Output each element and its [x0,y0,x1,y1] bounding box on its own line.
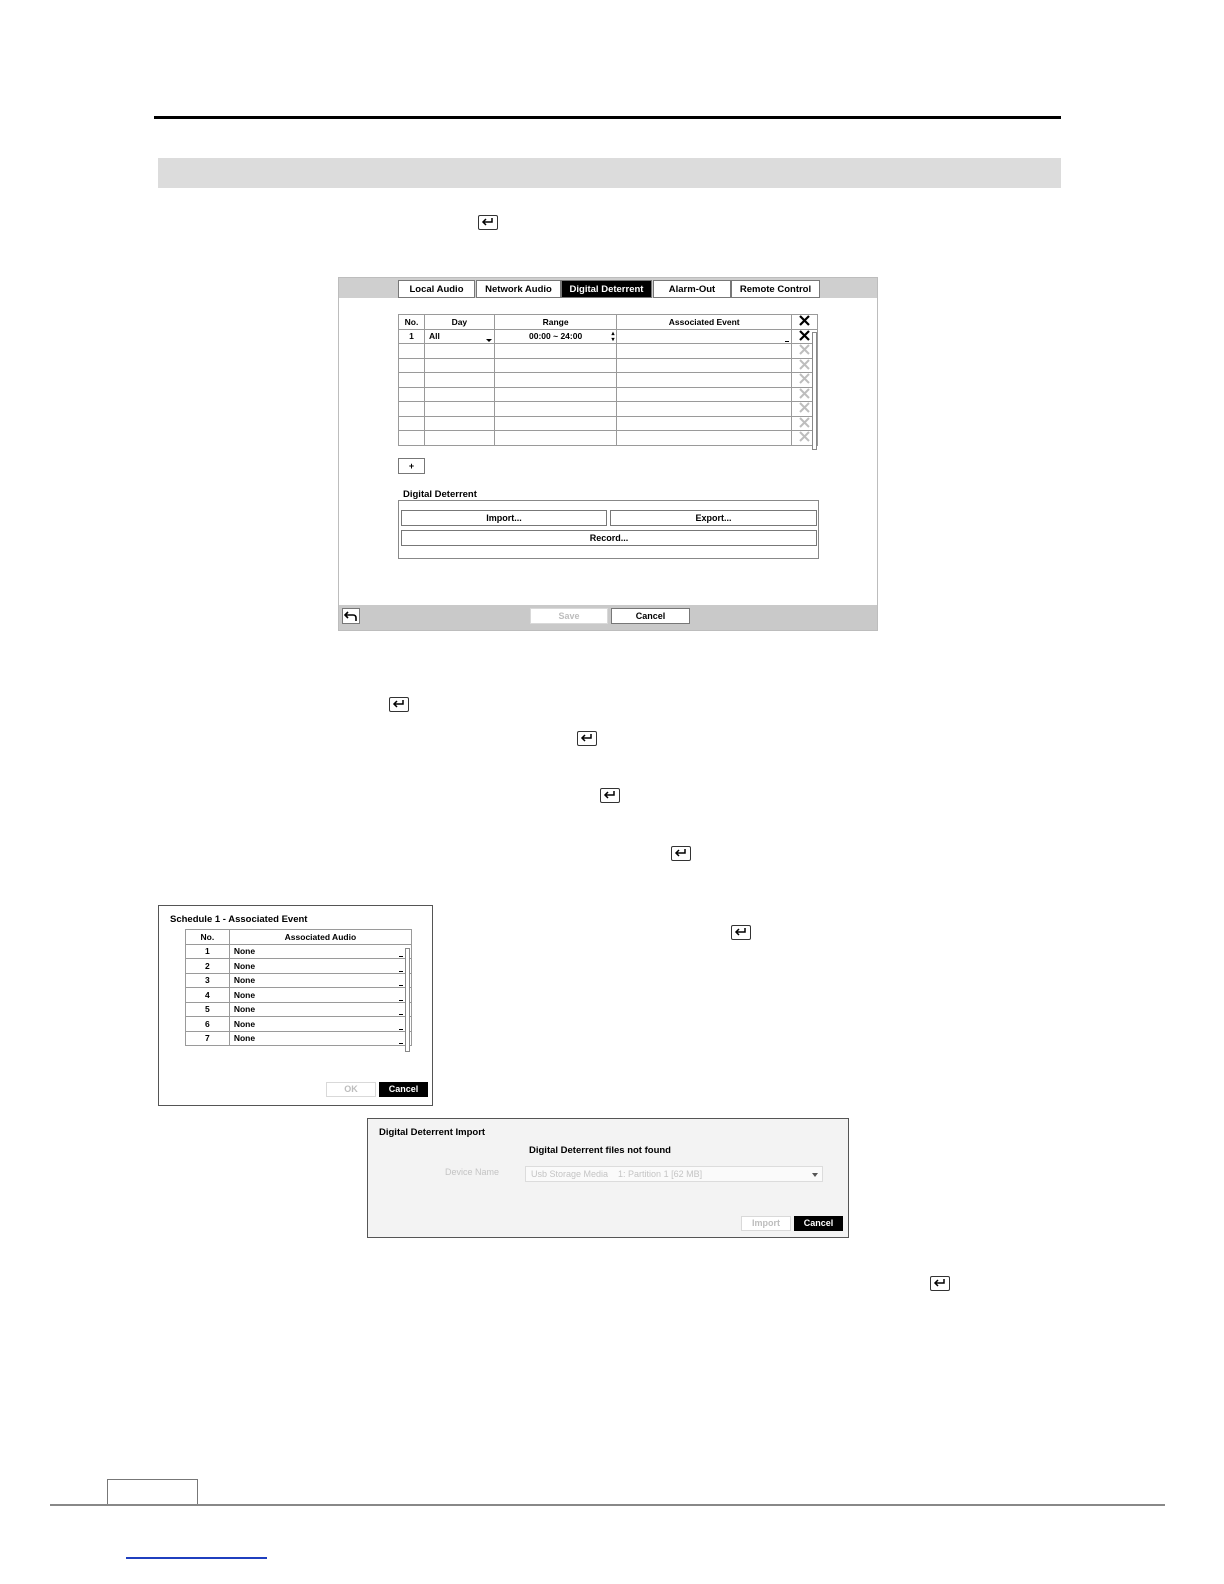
empty-cell [399,344,425,359]
column-header: Associated Event [617,315,792,330]
empty-cell [617,402,792,417]
empty-cell [424,387,494,402]
column-header: No. [186,930,230,945]
table-row[interactable] [186,959,412,974]
back-icon[interactable] [342,608,360,624]
empty-cell [494,344,617,359]
row-number: 2 [186,959,230,974]
range-spinner[interactable] [494,329,617,344]
dialog-title: Digital Deterrent Import [379,1127,486,1138]
schedule-table [398,314,818,446]
empty-cell [494,431,617,446]
empty-cell [424,416,494,431]
footer-rule [50,1504,1165,1506]
dropdown-marker-icon [399,1000,403,1001]
day-select[interactable] [424,329,494,344]
record-button[interactable]: Record... [401,530,817,546]
cancel-button[interactable]: Cancel [379,1082,428,1097]
row-number: 1 [186,944,230,959]
column-header: Associated Audio [229,930,411,945]
dialog-title: Schedule 1 - Associated Event [170,914,308,925]
empty-cell [399,416,425,431]
dropdown-marker-icon [399,1014,403,1015]
dropdown-marker-icon [399,985,403,986]
table-row[interactable] [186,944,412,959]
associated-event-dialog [158,905,433,1106]
enter-key-icon [731,925,751,940]
audio-value: None [233,1033,256,1044]
table-scrollbar[interactable] [812,332,817,450]
row-number: 1 [399,329,425,344]
empty-cell [494,402,617,417]
dropdown-arrow-icon [812,1173,818,1177]
table-row [399,344,818,359]
column-header: Day [424,315,494,330]
table-row [399,373,818,388]
audio-select[interactable] [229,973,411,988]
top-rule [154,116,1061,119]
table-row [399,358,818,373]
empty-cell [617,431,792,446]
spin-arrows-icon: ▴ ▾ [611,330,615,343]
empty-cell [399,387,425,402]
table-row [399,431,818,446]
day-value: All [428,331,440,342]
row-number: 6 [186,1017,230,1032]
section-band [158,158,1061,188]
table-row [399,416,818,431]
row-number: 5 [186,1002,230,1017]
empty-cell [399,358,425,373]
digital-deterrent-screen [338,277,878,631]
audio-value: None [233,975,256,986]
column-header: Range [494,315,617,330]
ok-button[interactable]: OK [326,1082,376,1097]
page-number-tab [107,1479,198,1505]
bottom-toolbar [339,605,877,630]
enter-key-icon [478,215,498,230]
tab-network-audio[interactable]: Network Audio [476,280,561,298]
import-button[interactable]: Import... [401,510,607,526]
empty-cell [617,373,792,388]
export-button[interactable]: Export... [610,510,817,526]
tab-digital-deterrent[interactable]: Digital Deterrent [561,280,652,298]
empty-cell [494,373,617,388]
tab-alarm-out[interactable]: Alarm-Out [653,280,731,298]
associated-audio-table [185,929,412,1046]
range-value: 00:00 ~ 24:00 [529,331,583,342]
edit-marker-icon [785,341,789,342]
empty-cell [399,402,425,417]
tab-remote-control[interactable]: Remote Control [731,280,820,298]
import-dialog [367,1118,849,1238]
audio-value: None [233,989,256,1000]
dropdown-marker-icon [399,956,403,957]
device-select[interactable] [525,1166,823,1182]
audio-value: None [233,1004,256,1015]
enter-key-icon [600,788,620,803]
table-row[interactable] [186,988,412,1003]
cancel-button[interactable]: Cancel [794,1216,843,1231]
enter-key-icon [930,1276,950,1291]
audio-select[interactable] [229,1002,411,1017]
empty-cell [424,344,494,359]
delete-all-icon[interactable] [792,315,818,330]
empty-cell [424,431,494,446]
table-row[interactable] [186,1017,412,1032]
audio-value: None [233,1018,256,1029]
empty-cell [617,358,792,373]
enter-key-icon [577,731,597,746]
empty-cell [494,387,617,402]
enter-key-icon [671,846,691,861]
empty-cell [399,373,425,388]
table-row [399,387,818,402]
device-value: Usb Storage Media 1: Partition 1 [62 MB] [531,1169,703,1179]
footer-link-underline [126,1557,267,1559]
table-scrollbar[interactable] [405,948,410,1052]
cancel-button[interactable]: Cancel [611,608,690,624]
empty-cell [617,344,792,359]
empty-cell [424,402,494,417]
audio-select[interactable] [229,988,411,1003]
device-name-label: Device Name [445,1167,500,1177]
table-header-row [399,315,818,330]
table-row[interactable] [186,973,412,988]
add-schedule-button[interactable]: + [398,458,425,474]
empty-cell [424,373,494,388]
row-number: 4 [186,988,230,1003]
dropdown-marker-icon [399,971,403,972]
audio-select[interactable] [229,959,411,974]
dropdown-arrow-icon [486,339,492,342]
audio-value: None [233,960,256,971]
import-button[interactable]: Import [741,1216,791,1231]
row-number: 7 [186,1031,230,1046]
dropdown-marker-icon [399,1029,403,1030]
audio-value: None [233,946,256,957]
empty-cell [399,431,425,446]
audio-select[interactable] [229,1031,411,1046]
audio-select[interactable] [229,1017,411,1032]
associated-event-cell[interactable] [617,329,792,344]
not-found-message: Digital Deterrent files not found [529,1145,671,1156]
empty-cell [617,416,792,431]
save-button[interactable]: Save [530,608,608,624]
table-header-row [186,930,412,945]
empty-cell [494,358,617,373]
table-row[interactable] [186,1002,412,1017]
table-row [399,402,818,417]
audio-select[interactable] [229,944,411,959]
empty-cell [424,358,494,373]
tab-local-audio[interactable]: Local Audio [398,280,475,298]
enter-key-icon [389,697,409,712]
empty-cell [494,416,617,431]
empty-cell [617,387,792,402]
table-row[interactable] [399,329,818,344]
dropdown-marker-icon [399,1043,403,1044]
group-title: Digital Deterrent [403,489,477,500]
column-header: No. [399,315,425,330]
table-row[interactable] [186,1031,412,1046]
row-number: 3 [186,973,230,988]
